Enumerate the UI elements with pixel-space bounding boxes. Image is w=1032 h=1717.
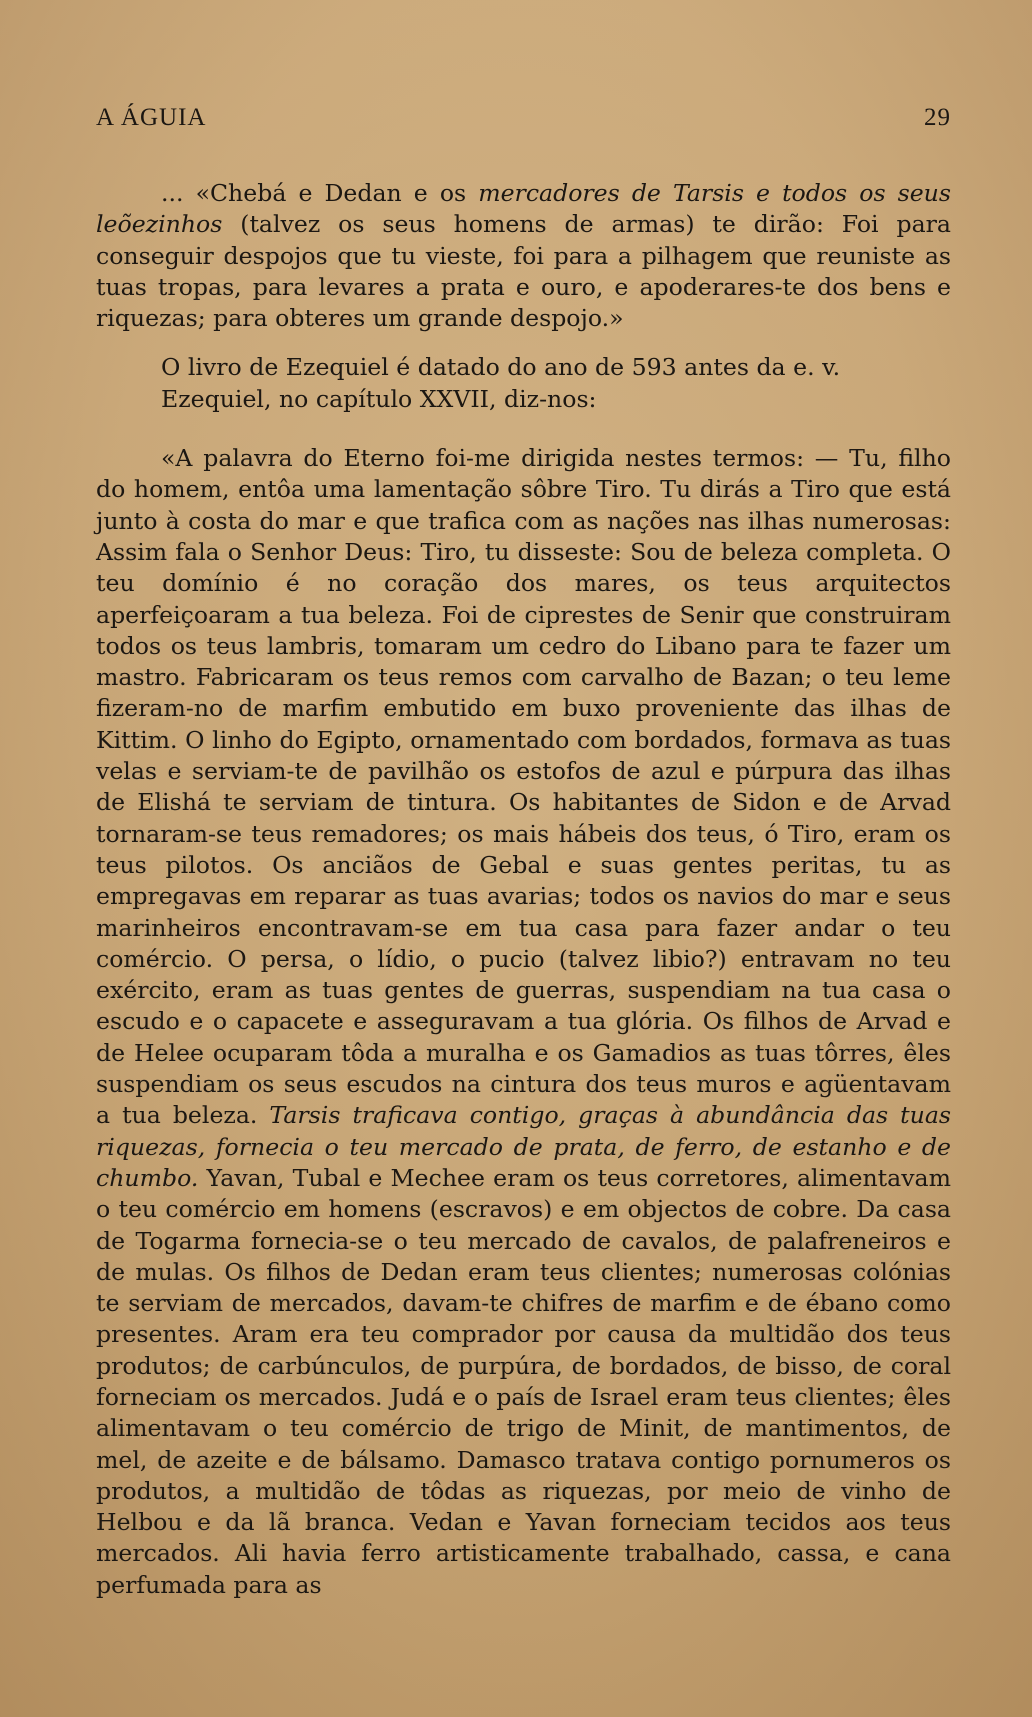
running-title: A ÁGUIA: [96, 104, 207, 131]
text-run: Yavan, Tubal e Mechee eram os teus corretores, alimentavam o teu comércio em homens (escravos) e em objectos de cobre. Da casa de Togarma fornecia-se o teu mercado de cavalos, de palafreneiros e de mulas. Os filhos de Dedan eram teus clientes; numerosas colónias te serviam de mercados, davam-te chifres de marfim e de ébano como presentes. Aram era teu comprador por causa da multidão dos teus produtos; de carbúnculos, de purpúra, de bordados, de bisso, de coral forneciam os mercados. Judá e o país de Israel eram teus clientes; êles alimentavam o teu comércio de trigo de Minit, de mantimentos, de mel, de azeite e de bálsamo. Damasco tratava contigo pornumeros os produtos, a multidão de tôdas as riquezas, por meio de vinho de Helbou e da lã branca. Vedan e Yavan forneciam tecidos aos teus mercados. Ali havia ferro artisticamente trabalhado, cassa, e cana perfumada para as: [96, 1163, 951, 1599]
page-header: [96, 104, 951, 134]
italic-run: mercadores de Tarsis e todos os seus leõezinhos: [96, 179, 951, 239]
text-run: «A palavra do Eterno foi-me dirigida nestes termos: — Tu, filho do homem, entôa uma lamentação sôbre Tiro. Tu dirás a Tiro que está junto à costa do mar e que trafica com as nações nas ilhas numerosas: Assim fala o Senhor Deus: Tiro, tu disseste: Sou de beleza completa. O teu domínio é no coração dos mares, os teus arquitectos aperfeiçoaram a tua beleza. Foi de ciprestes de Senir que construiram todos os teus lambris, tomaram um cedro do Libano para te fazer um mastro. Fabricaram os teus remos com carvalho de Bazan; o teu leme fizeram-no de marfim embutido em buxo proveniente das ilhas de Kittim. O linho do Egipto, ornamentado com bordados, formava as tuas velas e serviam-te de pavilhão os estofos de azul e púrpura das ilhas de Elishá te serviam de tintura. Os habitantes de Sidon e de Arvad tornaram-se teus remadores; os mais hábeis dos teus, ó Tiro, eram os teus pilotos. Os anciãos de Gebal e suas gentes peritas, tu as empregavas em reparar as tuas avarias; todos os navios do mar e seus marinheiros encontravam-se em tua casa para fazer andar o teu comércio. O persa, o lídio, o pucio (talvez libio?) entravam no teu exército, eram as tuas gentes de guerras, suspendiam na tua casa o escudo e o capacete e asseguravam a tua glória. Os filhos de Arvad e de Helee ocuparam tôda a muralha e os Gamadios as tuas tôrres, êles suspendiam os seus escudos na cintura dos teus muros e agüentavam a tua beleza.: [96, 444, 951, 1130]
paragraph-chapter-intro: Ezequiel, no capítulo XXVII, diz-nos:: [161, 384, 597, 413]
body-text: [96, 178, 951, 1601]
text-run: ... «Chebá e Dedan e os: [161, 179, 479, 207]
italic-run: Tarsis traficava contigo, graças à abundância das tuas riquezas, fornecia o teu mercado de prata, de ferro, de estanho e de chumbo.: [96, 1101, 951, 1192]
paragraph-book-date: O livro de Ezequiel é datado do ano de 593 antes da e. v.: [161, 353, 841, 382]
paragraph-quote-chebá: [96, 178, 951, 334]
paragraph-lamentation: [96, 443, 951, 1601]
page-number: 29: [924, 104, 951, 131]
text-run: (talvez os seus homens de armas) te dirão: Foi para conseguir despojos que tu vieste, foi para a pilhagem que reuniste as tuas tropas, para levares a prata e ouro, e apoderares-te dos bens e riquezas; para obteres um grande despojo.»: [96, 210, 951, 333]
